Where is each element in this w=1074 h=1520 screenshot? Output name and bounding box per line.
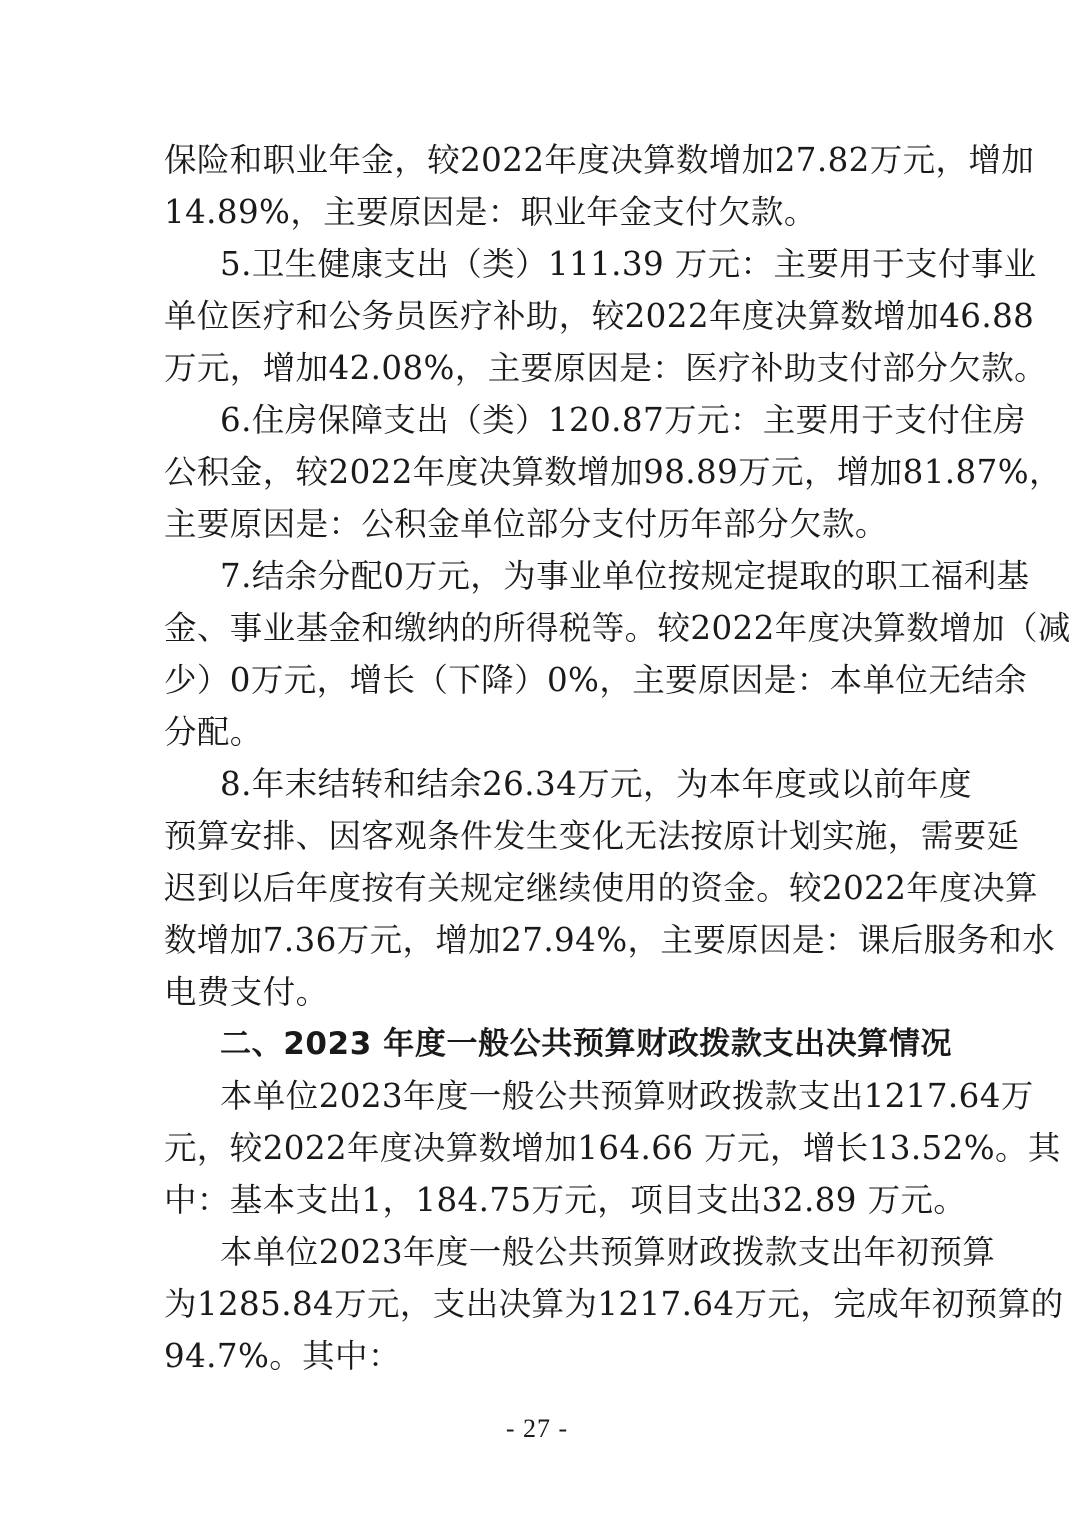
body-text-line: 电费支付。	[164, 973, 329, 1011]
paragraph-item-8: 8.年末结转和结余26.34万元，为本年度或以前年度	[220, 765, 972, 803]
body-text-line: 公积金，较2022年度决算数增加98.89万元，增加81.87%，	[164, 453, 1062, 491]
body-text-line: 金、事业基金和缴纳的所得税等。较2022年度决算数增加（减	[164, 609, 1071, 647]
body-text-line: 中：基本支出1，184.75万元，项目支出32.89 万元。	[164, 1181, 967, 1219]
paragraph-item-7: 7.结余分配0万元，为事业单位按规定提取的职工福利基	[220, 557, 1030, 595]
body-text-line: 14.89%，主要原因是：职业年金支付欠款。	[164, 193, 817, 231]
body-text-line: 万元，增加42.08%，主要原因是：医疗补助支付部分欠款。	[164, 349, 1048, 387]
body-text-line: 数增加7.36万元，增加27.94%，主要原因是：课后服务和水	[164, 921, 1056, 959]
page-number: - 27 -	[505, 1414, 569, 1443]
body-text-line: 少）0万元，增长（下降）0%，主要原因是：本单位无结余	[164, 661, 1028, 699]
body-text-line: 预算安排、因客观条件发生变化无法按原计划实施，需要延	[164, 817, 1020, 855]
body-text-line: 分配。	[164, 713, 263, 751]
body-text-line: 保险和职业年金，较2022年度决算数增加27.82万元，增加	[164, 141, 1035, 179]
paragraph-item-5: 5.卫生健康支出（类）111.39 万元：主要用于支付事业	[220, 245, 1037, 283]
body-text-line: 本单位2023年度一般公共预算财政拨款支出1217.64万	[220, 1077, 1034, 1115]
body-text-line: 为1285.84万元，支出决算为1217.64万元，完成年初预算的	[164, 1285, 1064, 1323]
body-text-line: 94.7%。其中：	[164, 1337, 401, 1375]
body-text-line: 迟到以后年度按有关规定继续使用的资金。较2022年度决算	[164, 869, 1038, 907]
body-text-line: 单位医疗和公务员医疗补助，较2022年度决算数增加46.88	[164, 297, 1035, 335]
section-heading: 二、2023 年度一般公共预算财政拨款支出决算情况	[220, 1026, 953, 1062]
body-text-line: 元，较2022年度决算数增加164.66 万元，增长13.52%。其	[164, 1129, 1061, 1167]
body-text-line: 本单位2023年度一般公共预算财政拨款支出年初预算	[220, 1233, 996, 1271]
paragraph-item-6: 6.住房保障支出（类）120.87万元：主要用于支付住房	[220, 401, 1026, 439]
body-text-line: 主要原因是：公积金单位部分支付历年部分欠款。	[164, 505, 888, 543]
